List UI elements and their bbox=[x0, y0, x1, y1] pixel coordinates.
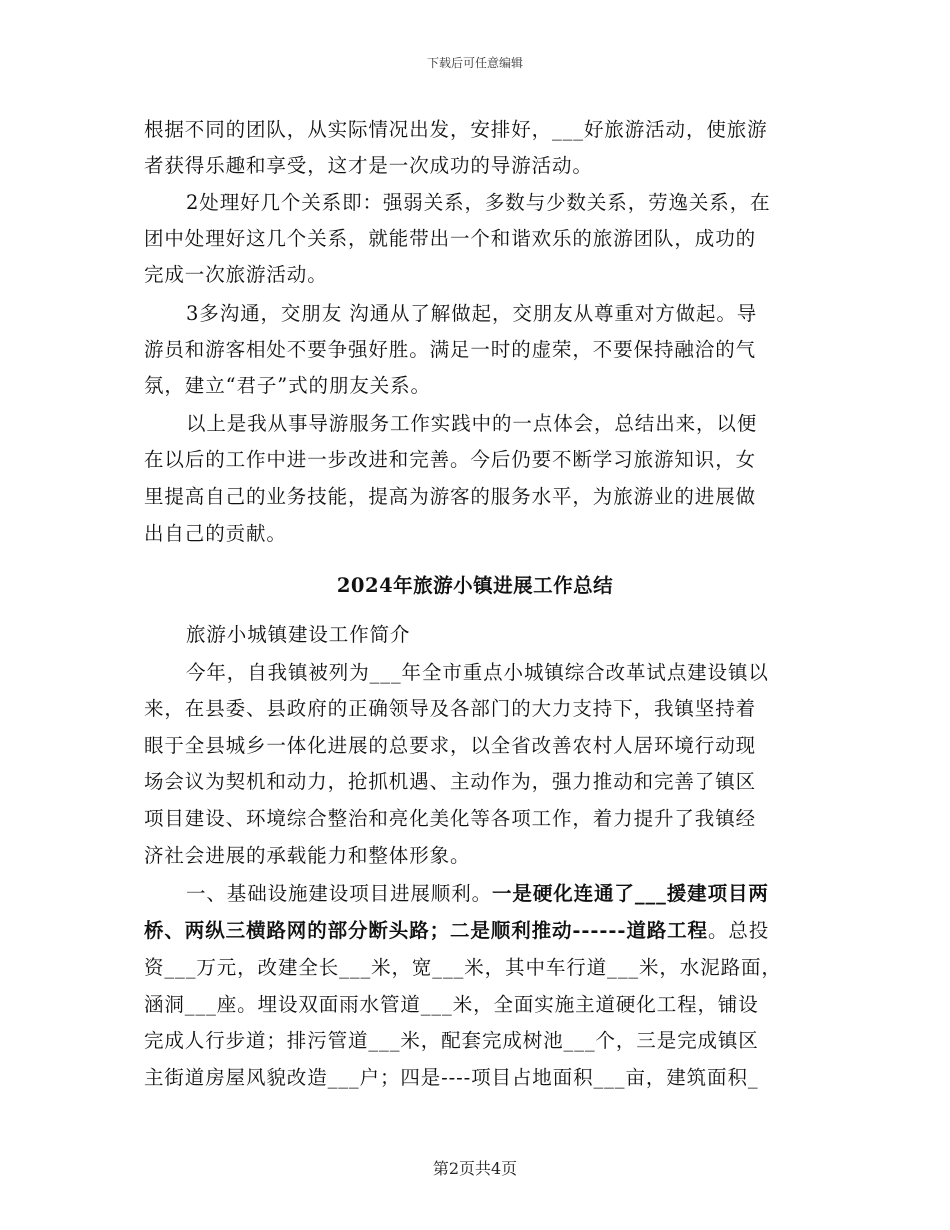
page-number: 第2页共4页 bbox=[432, 1159, 518, 1178]
paragraph-line: 完成一次旅游活动。 bbox=[144, 263, 328, 286]
paragraph-line: 主街道房屋风貌改造___户；四是----项目占地面积___亩，建筑面积_ bbox=[144, 1066, 759, 1089]
paragraph-line: 氛，建立“君子”式的朋友关系。 bbox=[144, 374, 431, 397]
paragraph-line: 以上是我从事导游服务工作实践中的一点体会，总结出来，以便 bbox=[186, 412, 758, 435]
paragraph-line: 济社会进展的承载能力和整体形象。 bbox=[144, 844, 471, 867]
paragraph-line: 根据不同的团队，从实际情况出发，安排好，___好旅游活动，使旅游 bbox=[144, 118, 768, 141]
paragraph-line bbox=[144, 915, 769, 943]
paragraph-line: 来，在县委、县政府的正确领导及各部门的大力支持下，我镇坚持着 bbox=[144, 697, 757, 720]
paragraph-line: 团中处理好这几个关系，就能带出一个和谐欢乐的旅游团队，成功的 bbox=[144, 227, 757, 250]
subheading: 旅游小城镇建设工作简介 bbox=[186, 623, 411, 646]
paragraph-text: 一、基础设施建设项目进展顺利。 bbox=[186, 882, 493, 905]
paragraph-line: 3多沟通，交朋友 沟通从了解做起，交朋友从尊重对方做起。导 bbox=[186, 302, 758, 325]
paragraph-line: 资___万元，改建全长___米，宽___米，其中车行道___米，水泥路面， bbox=[144, 956, 782, 979]
paragraph-line: 场会议为契机和动力，抢抓机遇、主动作为，强力推动和完善了镇区 bbox=[144, 770, 757, 793]
paragraph-line: 在以后的工作中进一步改进和完善。今后仍要不断学习旅游知识，女 bbox=[144, 448, 757, 471]
paragraph-line: 2处理好几个关系即：强弱关系，多数与少数关系，劳逸关系，在 bbox=[186, 191, 771, 214]
paragraph-line: 今年，自我镇被列为___年全市重点小城镇综合改革试点建设镇以 bbox=[186, 661, 769, 684]
paragraph-line: 者获得乐趣和享受，这才是一次成功的导游活动。 bbox=[144, 154, 593, 177]
paragraph-line: 里提高自己的业务技能，提高为游客的服务水平，为旅游业的进展做 bbox=[144, 485, 757, 508]
paragraph-line: 眼于全县城乡一体化进展的总要求，以全省改善农村人居环境行动现 bbox=[144, 734, 757, 757]
paragraph-line: 涵洞___座。埋设双面雨水管道___米，全面实施主道硬化工程，铺设 bbox=[144, 993, 759, 1016]
paragraph-line bbox=[186, 878, 769, 906]
paragraph-line: 完成人行步道；排污管道___米，配套完成树池___个，三是完成镇区 bbox=[144, 1029, 759, 1052]
paragraph-text: 。总投 bbox=[707, 919, 770, 942]
paragraph-bold-text: 桥、两纵三横路网的部分断头路；二是顺利推动------道路工程 bbox=[144, 919, 708, 942]
paragraph-bold-text: 一是硬化连通了___援建项目两 bbox=[492, 882, 769, 905]
paragraph-line: 项目建设、环境综合整治和亮化美化等各项工作，着力提升了我镇经 bbox=[144, 807, 757, 830]
paragraph-line: 出自己的贡献。 bbox=[144, 522, 287, 545]
section-title: 2024年旅游小镇进展工作总结 bbox=[336, 574, 614, 597]
paragraph-line: 游员和游客相处不要争强好胜。满足一时的虚荣，不要保持融洽的气 bbox=[144, 338, 757, 361]
header-note: 下载后可任意编辑 bbox=[426, 56, 523, 70]
